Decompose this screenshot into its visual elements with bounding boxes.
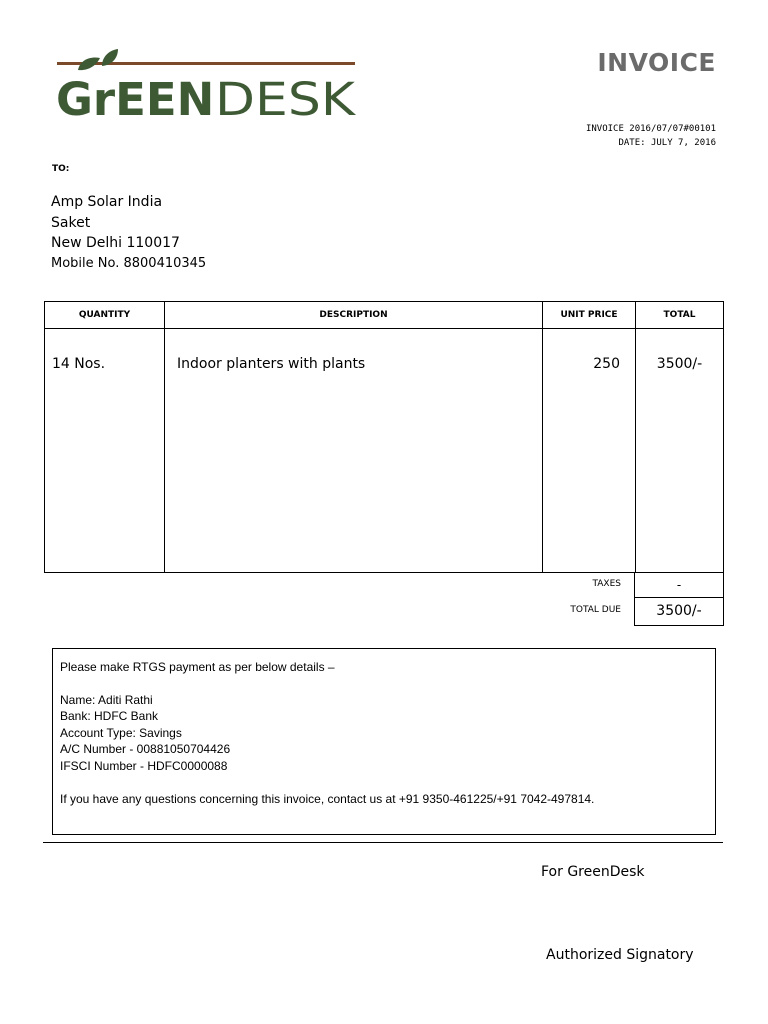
cell-quantity: 14 Nos. xyxy=(52,356,106,372)
logo-bar xyxy=(57,62,355,65)
invoice-title: INVOICE xyxy=(597,48,716,77)
taxes-value: - xyxy=(634,572,724,598)
taxes-label: TAXES xyxy=(592,579,621,589)
header-quantity: QUANTITY xyxy=(78,310,131,320)
greendesk-logo xyxy=(54,46,359,126)
invoice-meta xyxy=(586,122,716,150)
account-number: A/C Number - 00881050704426 xyxy=(60,742,231,757)
logo-wordmark-desk: DESK xyxy=(215,73,357,126)
cell-total: 3500/- xyxy=(656,356,703,372)
total-due-value: 3500/- xyxy=(634,597,724,626)
header-description: DESCRIPTION xyxy=(319,310,388,320)
footer-rule xyxy=(43,842,723,843)
contact-note: If you have any questions concerning this invoice, contact us at +91 9350-461225/+91 7042-497814. xyxy=(60,791,595,806)
bank-name: Bank: HDFC Bank xyxy=(60,709,159,724)
header-total: TOTAL xyxy=(663,310,696,320)
authorized-signatory: Authorized Signatory xyxy=(546,947,694,963)
recipient-mobile: Mobile No. 8800410345 xyxy=(51,255,207,271)
payment-details-box xyxy=(52,648,716,835)
column-divider xyxy=(635,302,636,572)
total-due-label: TOTAL DUE xyxy=(570,605,621,615)
header-unit-price: UNIT PRICE xyxy=(560,310,618,320)
items-table xyxy=(44,301,724,573)
recipient-line: New Delhi 110017 xyxy=(51,235,180,251)
header-divider xyxy=(45,328,723,329)
invoice-date: DATE: JULY 7, 2016 xyxy=(618,138,716,148)
payment-intro: Please make RTGS payment as per below details – xyxy=(60,660,335,674)
cell-unit-price: 250 xyxy=(593,356,620,372)
column-divider xyxy=(164,302,165,572)
recipient-address xyxy=(51,192,206,274)
account-type: Account Type: Savings xyxy=(60,725,182,740)
ifsc-number: IFSCI Number - HDFC0000088 xyxy=(60,758,228,773)
column-divider xyxy=(542,302,543,572)
to-label: TO: xyxy=(52,164,70,174)
recipient-line: Amp Solar India xyxy=(51,194,163,210)
invoice-number: INVOICE 2016/07/07#00101 xyxy=(585,124,716,134)
for-company: For GreenDesk xyxy=(541,864,645,880)
recipient-line: Saket xyxy=(51,214,91,231)
cell-description: Indoor planters with plants xyxy=(177,356,366,372)
payee-name: Name: Aditi Rathi xyxy=(60,692,153,707)
logo-wordmark-green: GrEEN xyxy=(56,73,215,126)
